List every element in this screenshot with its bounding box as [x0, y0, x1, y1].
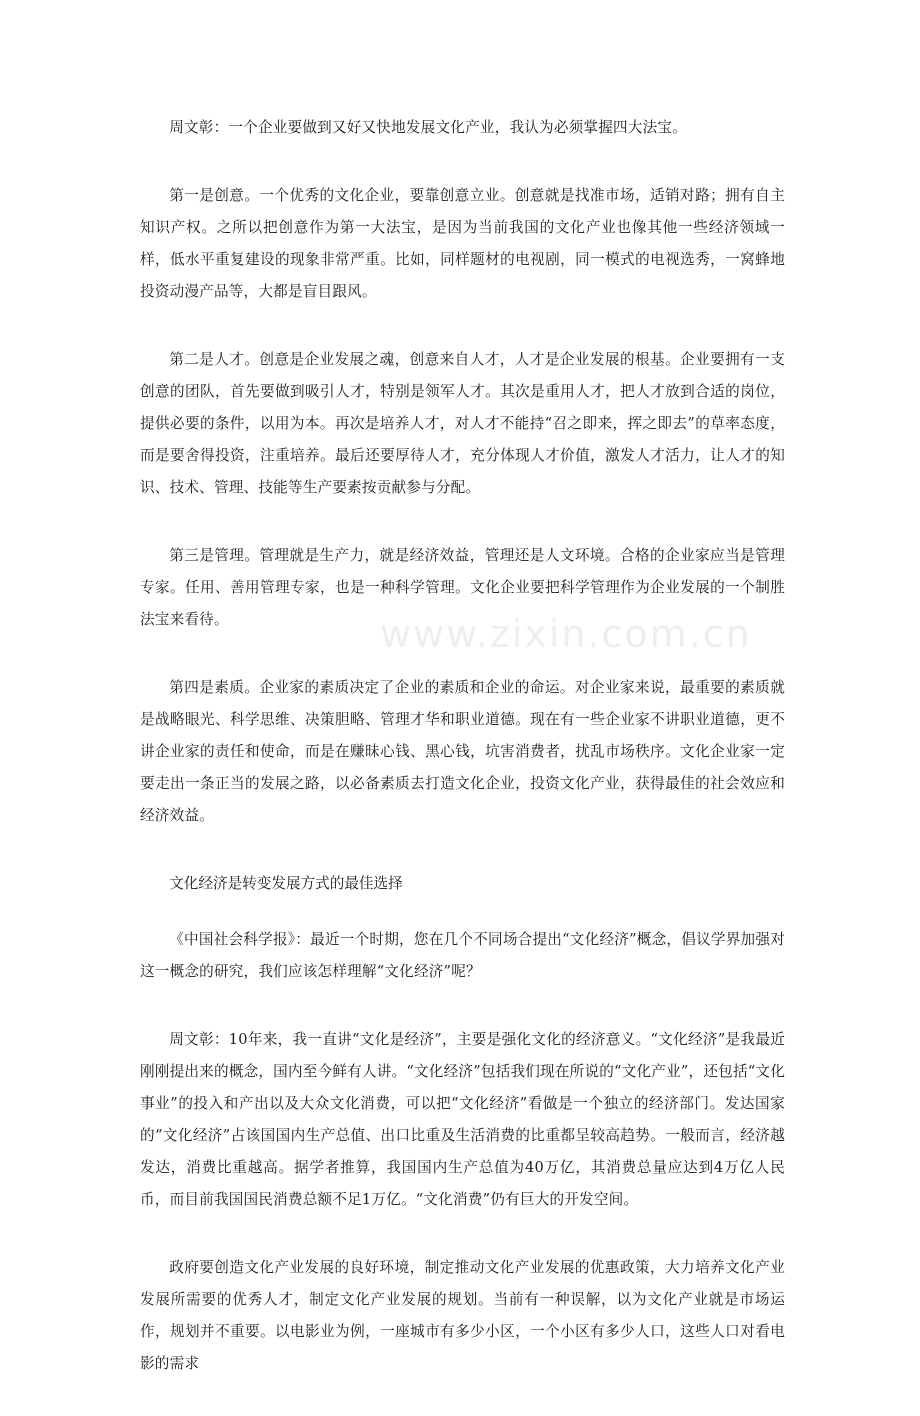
paragraph-creativity: 第一是创意。一个优秀的文化企业，要靠创意立业。创意就是找准市场，适销对路；拥有自主知识产权。之所以把创意作为第一大法宝，是因为当前我国的文化产业也像其他一些经济领域一样，低水平重复建设的现象非常严重。比如，同样题材的电视剧，同一模式的电视选秀，一窝蜂地投资动漫产品等，大都是盲目跟风。: [140, 187, 785, 300]
paragraph-question: 《中国社会科学报》：最近一个时期，您在几个不同场合提出“文化经济”概念，倡议学界加强对这一概念的研究，我们应该怎样理解“文化经济”呢？: [140, 931, 785, 980]
section-heading: 文化经济是转变发展方式的最佳选择: [169, 875, 403, 892]
paragraph-management: 第三是管理。管理就是生产力，就是经济效益，管理还是人文环境。合格的企业家应当是管理专家。任用、善用管理专家，也是一种科学管理。文化企业要把科学管理作为企业发展的一个制胜法宝来看待。: [140, 547, 785, 628]
paragraph-intro: 周文彰：一个企业要做到又好又快地发展文化产业，我认为必须掌握四大法宝。: [169, 119, 687, 136]
paragraph-government: 政府要创造文化产业发展的良好环境，制定推动文化产业发展的优惠政策，大力培养文化产业发展所需要的优秀人才，制定文化产业发展的规划。当前有一种误解，以为文化产业就是市场运作，规划并不重要。以电影业为例，一座城市有多少小区，一个小区有多少人口，这些人口对看电影的需求: [140, 1259, 785, 1372]
paragraph-answer: 周文彰：10年来，我一直讲“文化是经济”，主要是强化文化的经济意义。“文化经济”是我最近刚刚提出来的概念，国内至今鲜有人讲。“文化经济”包括我们现在所说的“文化产业”，还包括“文化事业”的投入和产出以及大众文化消费，可以把“文化经济”看做是一个独立的经济部门。发达国家的“文化经济”占该国国内生产总值、出口比重及生活消费的比重都呈较高趋势。一般而言，经济越发达，消费比重越高。据学者推算，我国国内生产总值为40万亿，其消费总量应达到4万亿人民币，而目前我国国民消费总额不足1万亿。“文化消费”仍有巨大的开发空间。: [140, 1031, 785, 1208]
watermark: www.zixin.com.cn: [380, 612, 752, 656]
paragraph-talent: 第二是人才。创意是企业发展之魂，创意来自人才，人才是企业发展的根基。企业要拥有一支创意的团队，首先要做到吸引人才，特别是领军人才。其次是重用人才，把人才放到合适的岗位，提供必要的条件，以用为本。再次是培养人才，对人才不能持“召之即来，挥之即去”的草率态度，而是要舍得投资，注重培养。最后还要厚待人才，充分体现人才价值，激发人才活力，让人才的知识、技术、管理、技能等生产要素按贡献参与分配。: [140, 351, 785, 496]
document-body: [140, 112, 785, 1416]
paragraph-quality: 第四是素质。企业家的素质决定了企业的素质和企业的命运。对企业家来说，最重要的素质就是战略眼光、科学思维、决策胆略、管理才华和职业道德。现在有一些企业家不讲职业道德，更不讲企业家的责任和使命，而是在赚昧心钱、黑心钱，坑害消费者，扰乱市场秩序。文化企业家一定要走出一条正当的发展之路，以必备素质去打造文化企业，投资文化产业，获得最佳的社会效应和经济效益。: [140, 679, 785, 824]
